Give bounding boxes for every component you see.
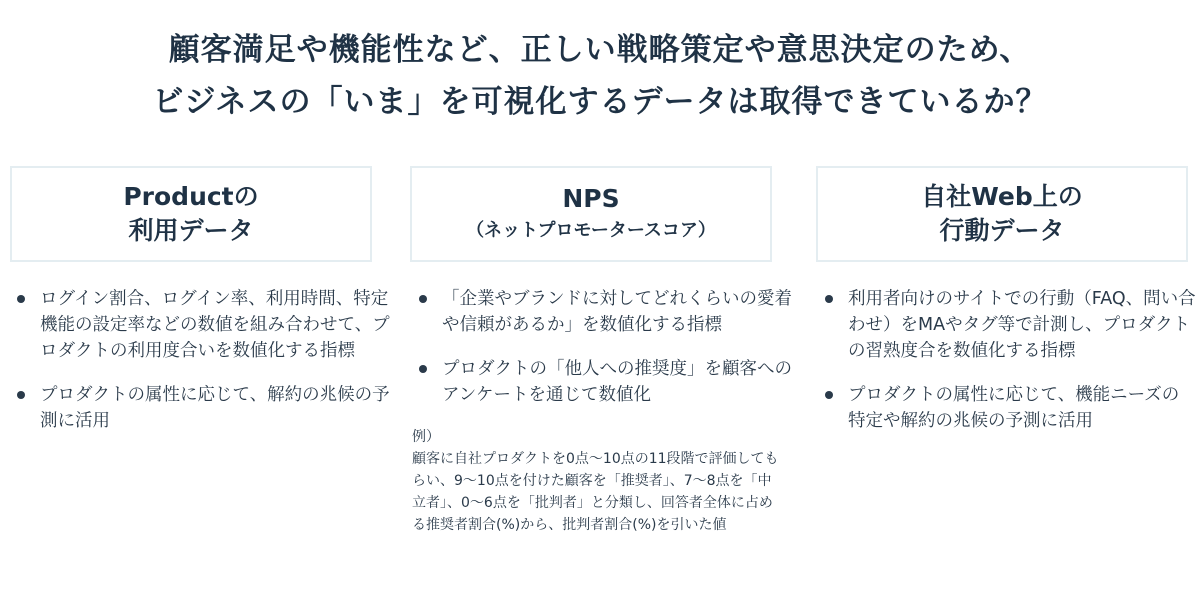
card-title-line-1: Productの [123, 182, 259, 211]
list-item-text: プロダクトの属性に応じて、機能ニーズの特定や解約の兆候の予測に活用 [848, 385, 1180, 431]
bullet-dot-icon [825, 391, 833, 399]
list-item-text: 利用者向けのサイトでの行動（FAQ、問い合わせ）をMAやタグ等で計測し、プロダクトの習熟度合を数値化する指標 [848, 289, 1196, 361]
example-text: 顧客に自社プロダクトを0点〜10点の11段階で評価してもらい、9〜10点を付けた顧客を「推奨者」、7〜8点を「中立者」、0〜6点を「批判者」と分類し、回答者全体に占める推奨者割合(%)から、批判者割合(%)を引いた値 [412, 451, 779, 533]
bullet-list [412, 286, 792, 408]
card-nps [410, 166, 772, 262]
page-headline [0, 24, 1200, 128]
list-item-text: ログイン割合、ログイン率、利用時間、特定機能の設定率などの数値を組み合わせて、プロダクトの利用度合いを数値化する指標 [40, 289, 390, 361]
example-label: 例） [412, 429, 440, 445]
column-nps [412, 286, 792, 536]
card-title-line-2: 利用データ [128, 216, 254, 245]
card-title-line-1: 自社Web上の [921, 182, 1083, 211]
card-title-line-2: 行動データ [939, 216, 1065, 245]
bullet-list [818, 286, 1196, 434]
list-item-text: プロダクトの「他人への推奨度」を顧客へのアンケートを通じて数値化 [442, 359, 792, 405]
list-item [818, 286, 1196, 364]
bullet-dot-icon [17, 295, 25, 303]
bullet-dot-icon [419, 365, 427, 373]
column-product-usage [10, 286, 395, 452]
list-item [10, 382, 395, 434]
card-product-usage-data [10, 166, 372, 262]
card-web-behavior-data [816, 166, 1188, 262]
list-item-text: プロダクトの属性に応じて、解約の兆候の予測に活用 [40, 385, 390, 431]
list-item [412, 286, 792, 338]
list-item [818, 382, 1196, 434]
headline-line-2: ビジネスの「いま」を可視化するデータは取得できているか？ [152, 84, 1048, 120]
bullet-dot-icon [17, 391, 25, 399]
bullet-list [10, 286, 395, 434]
headline-line-1: 顧客満足や機能性など、正しい戦略策定や意思決定のため、 [168, 32, 1032, 68]
bullet-dot-icon [419, 295, 427, 303]
bullet-dot-icon [825, 295, 833, 303]
nps-example-note [412, 426, 784, 536]
list-item [10, 286, 395, 364]
column-web-behavior [818, 286, 1196, 452]
list-item [412, 356, 792, 408]
card-title-line-1: NPS [562, 184, 620, 213]
list-item-text: 「企業やブランドに対してどれくらいの愛着や信頼があるか」を数値化する指標 [442, 289, 792, 335]
card-title-line-2: （ネットプロモータースコア） [466, 220, 716, 241]
